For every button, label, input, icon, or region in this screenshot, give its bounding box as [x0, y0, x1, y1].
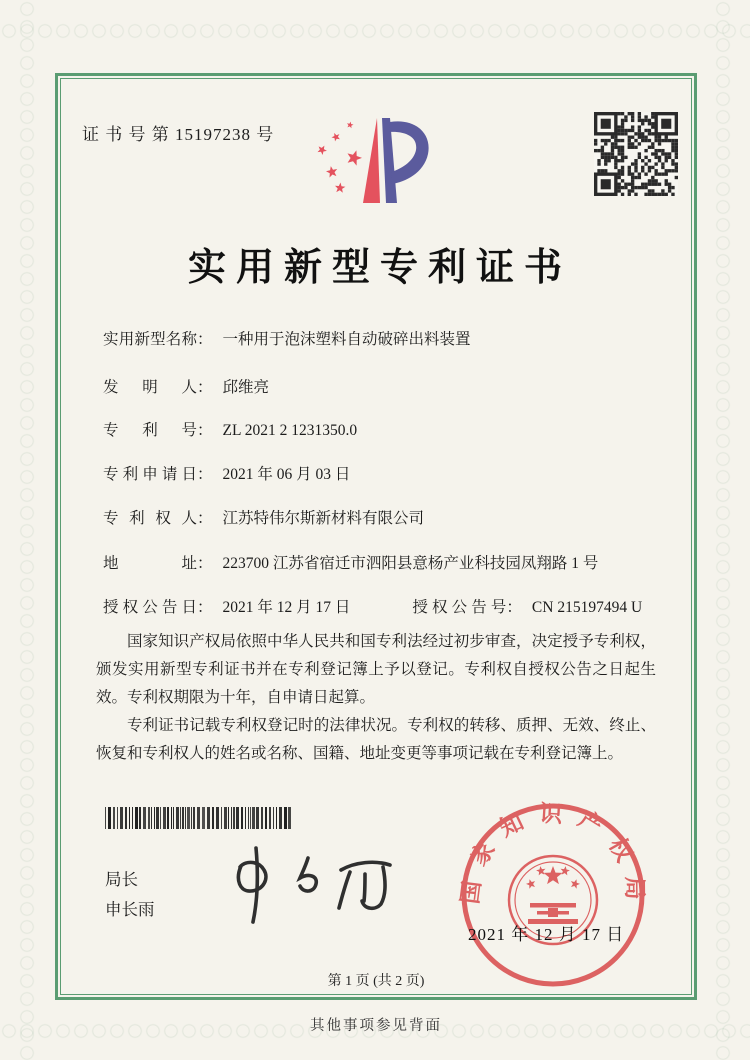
field-colon: ： — [197, 555, 213, 572]
signature-stroke-3 — [300, 858, 316, 891]
field-colon: ： — [197, 422, 213, 439]
grant-number-label: 授权公告号 — [412, 599, 507, 616]
field-value: 一种用于泡沫塑料自动破碎出料装置 — [222, 331, 471, 348]
field-colon: ： — [197, 599, 213, 616]
emblem-gate-roof — [530, 903, 576, 908]
field-label: 专利申请日 — [103, 466, 197, 483]
logo-blue-bowl — [389, 121, 429, 184]
field-row-name — [103, 327, 471, 349]
cnipa-logo-icon — [302, 110, 442, 215]
field-colon: ： — [197, 510, 213, 527]
qr-code-icon — [594, 112, 678, 201]
field-label: 实用新型名称 — [103, 331, 197, 348]
signer-title: 局长 — [105, 870, 138, 889]
signer-name: 申长雨 — [105, 900, 155, 919]
page-number: 第 1 页 (共 2 页) — [327, 974, 425, 989]
barcode-icon — [105, 806, 297, 835]
barcode-bars — [105, 807, 291, 829]
seal-arc-text: 国家知识产权局 — [458, 800, 648, 914]
seal-svg — [458, 800, 648, 990]
field-label: 专利号 — [103, 422, 197, 439]
lace-border-top — [0, 16, 750, 46]
field-row-grant — [103, 595, 642, 617]
signature-stroke-2 — [253, 848, 257, 922]
emblem-small-star-4 — [571, 879, 580, 889]
lace-border-left — [12, 0, 42, 1060]
field-label: 发明人 — [103, 379, 197, 396]
field-label: 专利权人 — [103, 510, 197, 527]
back-note: 其他事项参见背面 — [310, 1018, 442, 1034]
signature-stroke-1 — [238, 862, 265, 891]
field-value: 2021 年 06 月 03 日 — [222, 466, 351, 483]
emblem-small-star-2 — [536, 866, 545, 875]
field-colon: ： — [197, 331, 213, 348]
logo-star-small-3 — [332, 133, 340, 142]
field-colon: ： — [197, 379, 213, 396]
field-colon: ： — [506, 599, 522, 616]
legal-paragraph-2: 专利证书记载专利权登记时的法律状况。专利权的转移、质押、无效、终止、恢复和专利权人的姓名或名称、国籍、地址变更等事项记载在专利登记簿上。 — [96, 717, 656, 762]
logo-star-small-4 — [347, 122, 354, 129]
emblem-small-star-1 — [526, 879, 535, 889]
logo-star-large — [348, 150, 363, 165]
legal-text-block — [96, 628, 656, 768]
emblem-big-star — [544, 866, 563, 884]
grant-date-value: 2021 年 12 月 17 日 — [222, 599, 351, 616]
handwritten-signature-icon — [213, 840, 403, 935]
official-seal — [458, 800, 648, 990]
emblem-small-star-3 — [561, 866, 570, 875]
lace-border-right — [708, 0, 738, 1060]
logo-star-small-2 — [318, 146, 327, 155]
signature-stroke-7 — [364, 874, 365, 901]
field-label: 地址 — [103, 555, 197, 572]
logo-red-wedge — [363, 118, 380, 203]
cnipa-logo-svg — [302, 110, 442, 210]
field-value: ZL 2021 2 1231350.0 — [222, 422, 358, 439]
logo-star-small-5 — [335, 183, 345, 193]
signature-stroke-5 — [339, 872, 350, 908]
field-row-filing-date — [103, 462, 350, 484]
field-value: 江苏特伟尔斯新材料有限公司 — [222, 510, 425, 527]
grant-number-value: CN 215197494 U — [531, 599, 643, 616]
emblem-gate-door — [548, 908, 558, 917]
legal-paragraph-1: 国家知识产权局依照中华人民共和国专利法经过初步审查，决定授予专利权，颁发实用新型专利证书并在专利登记簿上予以登记。专利权自授权公告之日起生效。专利权期限为十年，自申请日起算。 — [96, 633, 656, 706]
field-colon: ： — [197, 466, 213, 483]
field-row-patent-number — [103, 418, 357, 440]
field-row-address — [103, 551, 598, 573]
field-value: 223700 江苏省宿迁市泗阳县意杨产业科技园凤翔路 1 号 — [222, 555, 599, 572]
logo-star-small-1 — [326, 166, 337, 177]
seal-date: 2021 年 12 月 17 日 — [468, 925, 625, 944]
qr-code-svg — [594, 112, 678, 196]
field-value: 邱维亮 — [222, 379, 270, 396]
barcode-svg — [105, 806, 297, 830]
certificate-title: 实用新型专利证书 — [187, 247, 572, 289]
signature-svg — [213, 840, 403, 930]
field-row-patentee — [103, 506, 424, 528]
field-row-inventor — [103, 375, 269, 397]
certificate-number: 证 书 号 第 15197238 号 — [82, 125, 275, 144]
grant-date-label: 授权公告日 — [103, 599, 197, 616]
